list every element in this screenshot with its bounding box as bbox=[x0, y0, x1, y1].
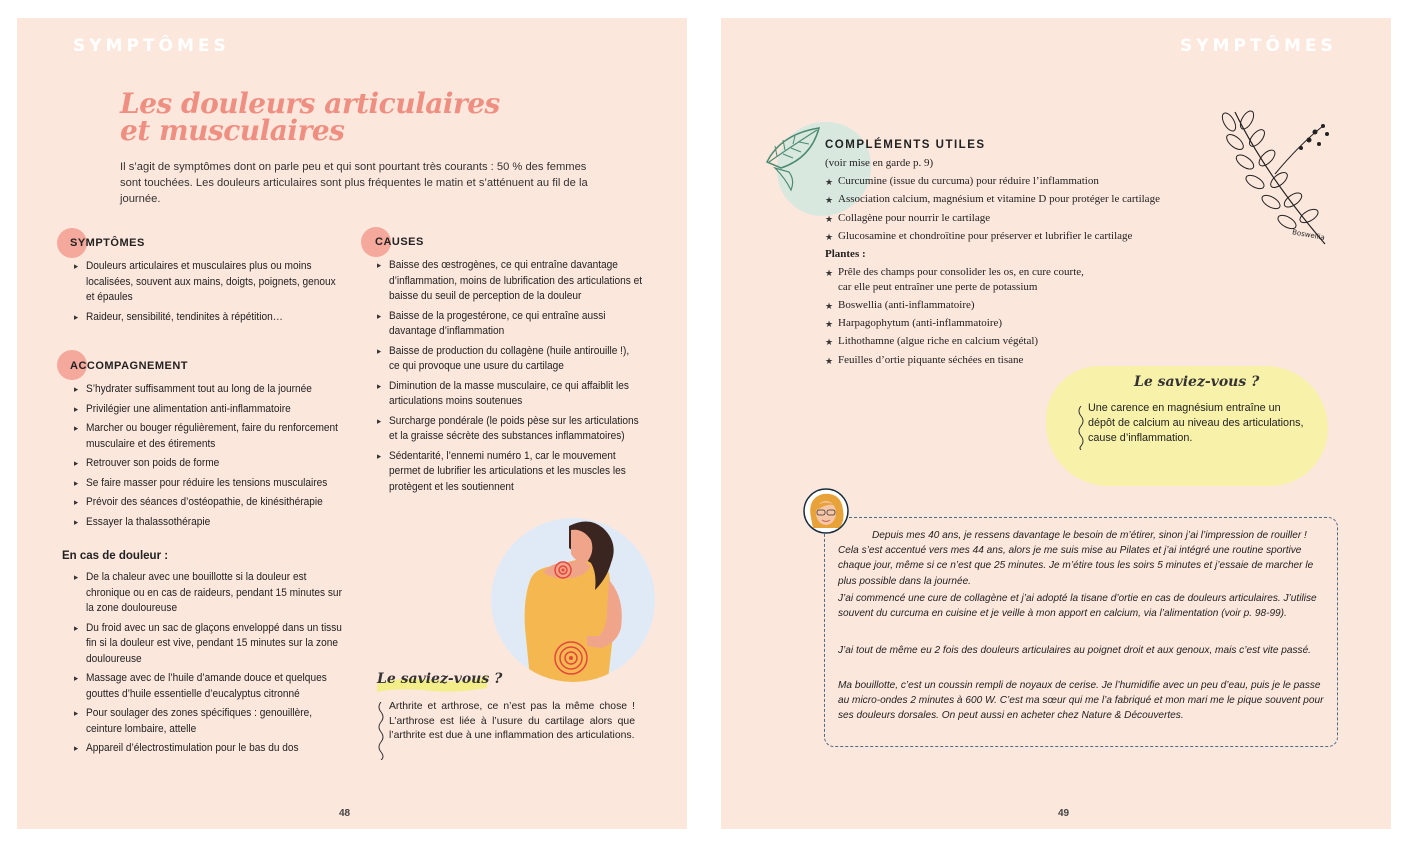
list-item: ▸ Du froid avec un sac de glaçons enveloppé dans un tissu fin si la douleur est vive, pendant 15 minutes sur la zone douloureuse bbox=[74, 621, 342, 668]
page-header: SYMPTÔMES bbox=[1180, 36, 1337, 56]
page-number: 48 bbox=[339, 808, 351, 819]
saviez-text: Une carence en magnésium entraîne un dépôt de calcium au niveau des articulations, cause d’inflammation. bbox=[1088, 402, 1304, 444]
right-page bbox=[721, 18, 1391, 829]
star-bullet-icon: ★ bbox=[825, 213, 834, 224]
list-item: ▸ Prévoir des séances d’ostéopathie, de kinésithérapie bbox=[74, 495, 342, 511]
star-bullet-icon: ★ bbox=[825, 319, 834, 330]
page-number: 49 bbox=[1058, 808, 1070, 819]
list-item: ▸ Marcher ou bouger régulièrement, faire du renforcement musculaire et des étirements bbox=[74, 421, 342, 452]
complement-item: Association calcium, magnésium et vitamine D pour protéger le cartilage bbox=[838, 193, 1160, 206]
list-item: ▸ De la chaleur avec une bouillotte si la douleur est chronique ou en cas de raideurs, pendant 15 minutes sur la zone douloureuse bbox=[74, 570, 342, 617]
testimony-paragraph: J’ai commencé une cure de collagène et j’ai adopté la tisane d’ortie en cas de douleurs articulaires. J’utilise souvent du curcuma en cuisine et je veille à mon apport en calcium, via l’alimentation (voir p. 98-99). bbox=[838, 593, 1317, 620]
saviez-text: Arthrite et arthrose, ce n’est pas la même chose ! L’arthrose est liée à l’usure du cartilage alors que l’arthrite est due à une inflammation des articulations. bbox=[389, 701, 635, 741]
star-bullet-icon: ★ bbox=[825, 195, 834, 206]
list-item: ▸ Douleurs articulaires et musculaires plus ou moins localisées, souvent aux mains, doigts, poignets, genoux et épaules bbox=[74, 259, 342, 306]
complements-note: (voir mise en garde p. 9) bbox=[825, 157, 934, 169]
list-item: ▸ Retrouver son poids de forme bbox=[74, 456, 342, 472]
complements-heading: COMPLÉMENTS UTILES bbox=[825, 139, 986, 151]
title-line: Les douleurs articulaires bbox=[120, 87, 500, 120]
plantes-heading: Plantes : bbox=[825, 248, 866, 260]
causes-list bbox=[377, 258, 643, 499]
left-page bbox=[17, 18, 687, 829]
star-bullet-icon: ★ bbox=[825, 177, 834, 187]
star-bullet-icon: ★ bbox=[825, 337, 834, 348]
list-item: ▸ Appareil d’électrostimulation pour le bas du dos bbox=[74, 741, 342, 757]
list-item: ▸ Sédentarité, l’ennemi numéro 1, car le mouvement permet de lubrifier les articulations et les muscles les protègent et les soutiennent bbox=[377, 449, 642, 496]
testimony-paragraph: Depuis mes 40 ans, je ressens davantage le besoin de m’étirer, sinon j’ai l’impression de rouiller ! Cela s’est accentué vers mes 44 ans, alors je me suis mise au Pilates et j’ai intégré une routine sportive chaque jour, même si ce n’est que 25 minutes. Je m’étire tous les soirs 5 minutes et j’essaie de marcher le plus possible dans la journée. bbox=[838, 530, 1314, 587]
page-title bbox=[120, 87, 500, 147]
title-line: et musculaires bbox=[120, 114, 345, 147]
list-item: ▸ Essayer la thalassothérapie bbox=[74, 515, 342, 531]
complement-item: Boswellia (anti-inflammatoire) bbox=[838, 299, 975, 311]
squiggle-decoration bbox=[1077, 406, 1085, 450]
list-item: ▸ Se faire masser pour réduire les tensions musculaires bbox=[74, 476, 342, 492]
squiggle-decoration bbox=[377, 702, 385, 760]
star-bullet-icon: ★ bbox=[825, 301, 834, 311]
saviez-title: Le saviez-vous ? bbox=[377, 671, 503, 687]
testimony-paragraph: J’ai tout de même eu 2 fois des douleurs articulaires au poignet droit et aux genoux, mais c’est vite passé. bbox=[838, 645, 1311, 656]
list-item: ▸ S’hydrater suffisamment tout au long de la journée bbox=[74, 382, 342, 398]
page-header: SYMPTÔMES bbox=[73, 36, 230, 56]
list-item: ▸ Privilégier une alimentation anti-inflammatoire bbox=[74, 402, 342, 418]
symptomes-heading: SYMPTÔMES bbox=[70, 237, 145, 249]
back-pain-illustration bbox=[491, 518, 655, 682]
douleur-list bbox=[74, 570, 342, 761]
complement-item: Harpagophytum (anti-inflammatoire) bbox=[838, 317, 1003, 330]
causes-heading: CAUSES bbox=[375, 236, 424, 248]
complement-item: Glucosamine et chondroïtine pour préserver et lubrifier le cartilage bbox=[838, 229, 1133, 242]
accompagnement-heading: ACCOMPAGNEMENT bbox=[70, 360, 189, 372]
illustration-label: Boswellia bbox=[1291, 228, 1326, 242]
en-cas-de-douleur-heading: En cas de douleur : bbox=[62, 550, 169, 562]
list-item: ▸ Pour soulager des zones spécifiques : genouillère, ceinture lombaire, attelle bbox=[74, 706, 342, 737]
symptomes-list bbox=[74, 259, 336, 329]
leaf-icon bbox=[761, 122, 823, 194]
testimony-paragraph: Ma bouillotte, c’est un coussin rempli de noyaux de cerise. Je l’humidifie avec un peu d’eau, puis je le passe au micro-ondes 2 minutes à 600 W. C’est ma sœur qui me l’a fabriqué et mon mari me le pique souvent pour ses douleurs dorsales. On peut aussi en acheter chez Nature & Découvertes. bbox=[838, 680, 1324, 722]
list-item: ▸ Baisse des œstrogènes, ce qui entraîne davantage d’inflammation, moins de lubrification des articulations et baisse du seuil de perception de la douleur bbox=[377, 258, 642, 305]
star-bullet-icon: ★ bbox=[825, 268, 834, 278]
complement-item: Curcumine (issue du curcuma) pour réduire l’inflammation bbox=[838, 175, 1099, 187]
list-item: ▸ Diminution de la masse musculaire, ce qui affaiblit les articulations moins soutenues bbox=[377, 379, 642, 410]
plant-item-continuation: car elle peut entraîner une perte de potassium bbox=[838, 281, 1038, 293]
complement-item: Feuilles d’ortie piquante séchées en tisane bbox=[838, 353, 1024, 366]
intro-paragraph: Il s’agit de symptômes dont on parle peu et qui sont pourtant très courants : 50 % des femmes sont touchées. Les douleurs articulaires sont plus fréquentes le matin et s’atténuent au fil de la journée. bbox=[120, 161, 588, 205]
list-item: ▸ Raideur, sensibilité, tendinites à répétition… bbox=[74, 310, 342, 326]
boswellia-illustration bbox=[1215, 104, 1345, 250]
list-item: ▸ Massage avec de l’huile d’amande douce et quelques gouttes d’huile essentielle d’eucalyptus citronné bbox=[74, 671, 342, 702]
saviez-title: Le saviez-vous ? bbox=[1134, 374, 1260, 390]
plant-item: Prêle des champs pour consolider les os, en cure courte, bbox=[838, 266, 1084, 278]
list-item: ▸ Baisse de production du collagène (huile antirouille !), ce qui provoque une usure du cartilage bbox=[377, 344, 642, 375]
star-bullet-icon: ★ bbox=[825, 231, 834, 242]
accompagnement-list bbox=[74, 382, 338, 534]
list-item: ▸ Baisse de la progestérone, ce qui entraîne aussi davantage d’inflammation bbox=[377, 309, 642, 340]
complement-item: Lithothamne (algue riche en calcium végétal) bbox=[838, 335, 1039, 348]
star-bullet-icon: ★ bbox=[825, 355, 834, 366]
list-item: ▸ Surcharge pondérale (le poids pèse sur les articulations et la graisse sécrète des substances inflammatoires) bbox=[377, 414, 642, 445]
complement-item: Collagène pour nourrir le cartilage bbox=[838, 211, 991, 224]
